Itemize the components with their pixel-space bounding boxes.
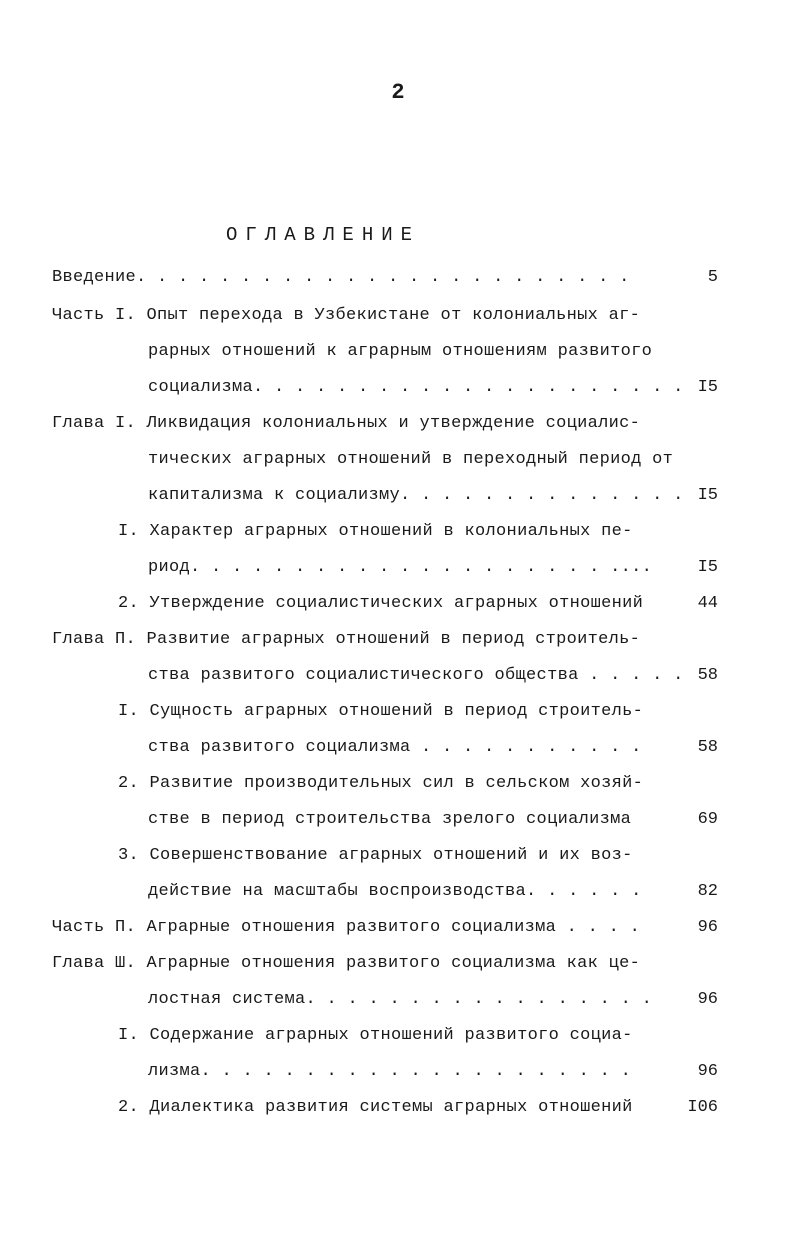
toc-line: тических аграрных отношений в переходный период от bbox=[148, 450, 674, 469]
toc-line: Введение. . . . . . . . . . . . . . . . . . . . . . . . bbox=[52, 268, 630, 287]
toc-line: 2. Утверждение социалистических аграрных отношений bbox=[118, 594, 644, 613]
toc-line: 2. Диалектика развития системы аграрных отношений bbox=[118, 1098, 633, 1117]
toc-page: I5 bbox=[697, 378, 718, 397]
toc-line: 2. Развитие производительных сил в сельском хозяй- bbox=[118, 774, 644, 793]
toc-line: ства развитого социалистического общества . . . . . bbox=[148, 666, 684, 685]
toc-line: рарных отношений к аграрным отношениям развитого bbox=[148, 342, 653, 361]
toc-page: 82 bbox=[697, 882, 718, 901]
toc-line: лизма. . . . . . . . . . . . . . . . . . . . . bbox=[148, 1062, 632, 1081]
toc-line: I. Характер аграрных отношений в колониальных пе- bbox=[118, 522, 633, 541]
toc-page: I06 bbox=[687, 1098, 718, 1117]
toc-line: стве в период строительства зрелого социализма bbox=[148, 810, 632, 829]
toc-line: Глава I. Ликвидация колониальных и утверждение социалис- bbox=[52, 414, 641, 433]
toc-page: 44 bbox=[697, 594, 718, 613]
toc-line: Глава П. Развитие аграрных отношений в период строитель- bbox=[52, 630, 641, 649]
toc-line: лостная система. . . . . . . . . . . . . . . . . bbox=[148, 990, 653, 1009]
toc-page: I5 bbox=[697, 486, 718, 505]
toc-page: 58 bbox=[697, 666, 718, 685]
toc-line: капитализма к социализму. . . . . . . . . . . . . . bbox=[148, 486, 684, 505]
toc-line: I. Сущность аграрных отношений в период строитель- bbox=[118, 702, 644, 721]
toc-page: 69 bbox=[697, 810, 718, 829]
toc-line: Глава Ш. Аграрные отношения развитого социализма как це- bbox=[52, 954, 641, 973]
toc-line: социализма. . . . . . . . . . . . . . . . . . . . . bbox=[148, 378, 684, 397]
toc-page: 96 bbox=[697, 918, 718, 937]
toc-page: 5 bbox=[707, 268, 718, 287]
toc-line: 3. Совершенствование аграрных отношений и их воз- bbox=[118, 846, 633, 865]
toc-line: Часть П. Аграрные отношения развитого социализма . . . . bbox=[52, 918, 641, 937]
toc-line: ства развитого социализма . . . . . . . . . . . bbox=[148, 738, 642, 757]
toc-title: ОГЛАВЛЕНИЕ bbox=[226, 224, 421, 246]
toc-page: I5 bbox=[697, 558, 718, 577]
toc-page: 96 bbox=[697, 990, 718, 1009]
toc-line: действие на масштабы воспроизводства. . . . . . bbox=[148, 882, 642, 901]
page-number: 2 bbox=[391, 80, 405, 105]
toc-page: 58 bbox=[697, 738, 718, 757]
toc-line: риод. . . . . . . . . . . . . . . . . . . . .... bbox=[148, 558, 653, 577]
toc-line: Часть I. Опыт перехода в Узбекистане от колониальных аг- bbox=[52, 306, 641, 325]
toc-line: I. Содержание аграрных отношений развитого социа- bbox=[118, 1026, 633, 1045]
toc-page: 96 bbox=[697, 1062, 718, 1081]
